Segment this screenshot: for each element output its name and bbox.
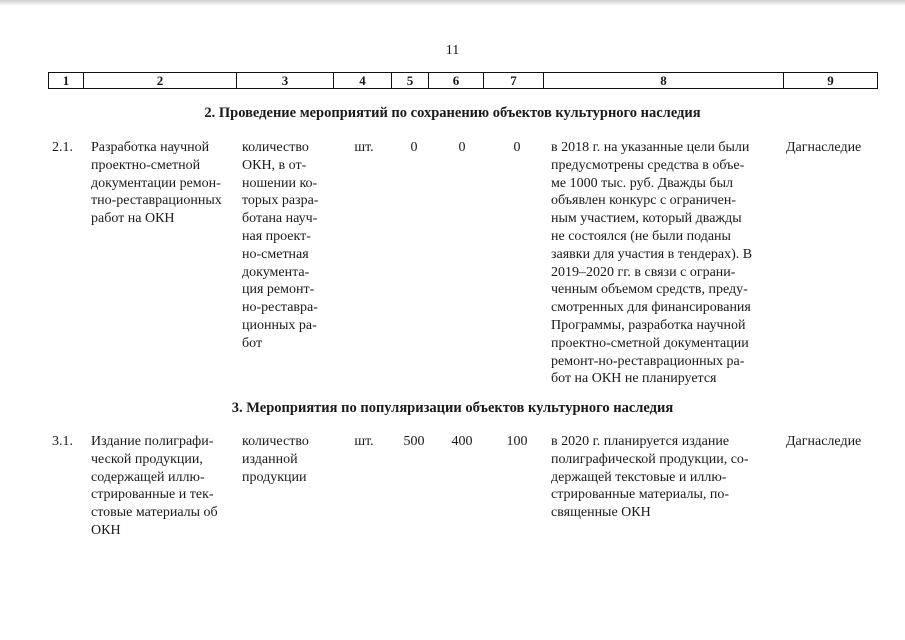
column-header-3: 3 <box>237 73 334 89</box>
section-title: 3. Мероприятия по популяризации объектов культурного наследия <box>231 400 674 416</box>
row-number: 2.1. <box>52 140 73 155</box>
column-header-5: 5 <box>392 73 429 89</box>
column-number-header <box>48 72 878 89</box>
column-header-1: 1 <box>49 73 84 89</box>
column-header-6: 6 <box>429 73 484 89</box>
indicator: количество изданной продукции <box>242 434 309 485</box>
column-header-9: 9 <box>784 73 878 89</box>
section-title: 2. Проведение мероприятий по сохранению объектов культурного наследия <box>204 105 701 121</box>
value-col7: 100 <box>506 434 528 449</box>
column-header-7: 7 <box>484 73 544 89</box>
event-name: Разработка научной проектно-сметной документации ремон- тно-реставрационных работ на ОКН <box>91 140 222 227</box>
unit: шт. <box>354 434 374 449</box>
page-number: 11 <box>445 43 460 58</box>
column-header-2: 2 <box>84 73 237 89</box>
scan-edge-shadow <box>0 0 905 6</box>
note: в 2020 г. планируется издание полиграфической продукции, со- держащей текстовые и иллю- стрированные материалы, по- священные ОКН <box>551 434 749 521</box>
executor: Дагнаследие <box>786 140 862 155</box>
value-col6: 400 <box>451 434 473 449</box>
unit: шт. <box>354 140 374 155</box>
event-name: Издание полиграфи- ческой продукции, содержащей иллю- стрированные и тек- стовые материалы об ОКН <box>91 434 218 538</box>
value-col5: 500 <box>403 434 425 449</box>
column-header-4: 4 <box>334 73 392 89</box>
indicator: количество ОКН, в от- ношении ко- торых разра- ботана науч- ная проект- но-сметная документа- ция ремонт- но-реставра- ционных ра- бот <box>242 140 319 351</box>
column-header-8: 8 <box>544 73 784 89</box>
note: в 2018 г. на указанные цели были предусмотрены средства в объе- ме 1000 тыс. руб. Дважды был объявлен конкурс с ограничен- ным участием, который дважды не состоялся (не были поданы заявки для участия в тендерах). В 2019–2020 гг. в связи с ограни- ченным объемом средств, преду- смотренных для финансирования Программы, разработка научной проектно-сметной документации ремонт-но-реставрационных ра- бот на ОКН не планируется <box>551 140 753 387</box>
executor: Дагнаследие <box>786 434 862 449</box>
value-col6: 0 <box>458 140 466 155</box>
row-number: 3.1. <box>52 434 73 449</box>
value-col7: 0 <box>513 140 521 155</box>
value-col5: 0 <box>410 140 418 155</box>
